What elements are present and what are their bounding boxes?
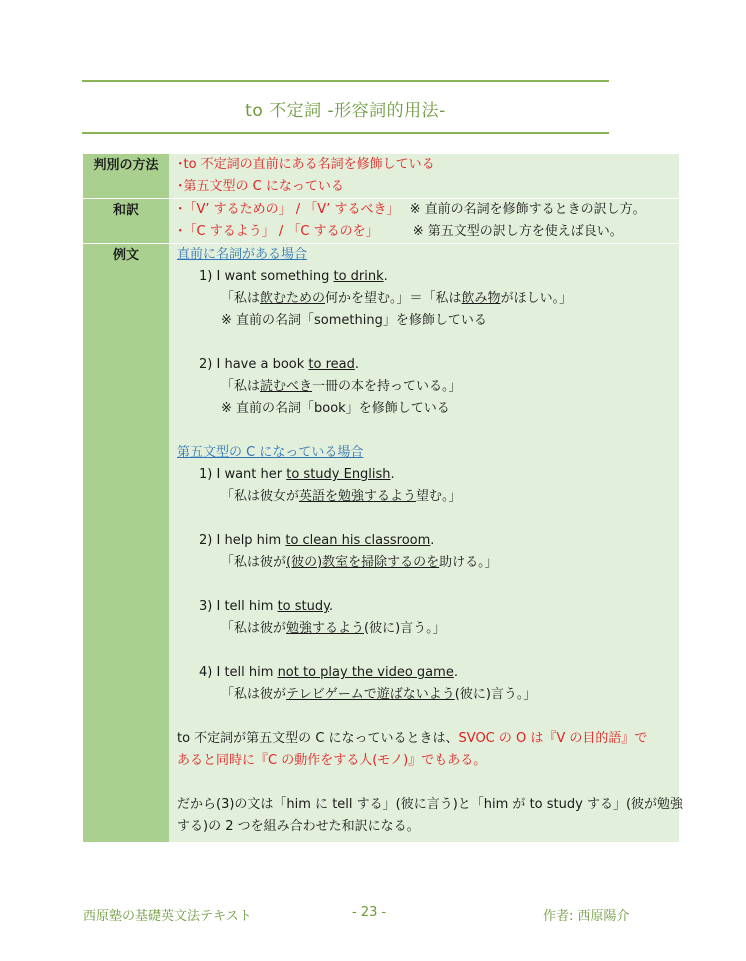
example-2-note: ※ 直前の名詞「book」を修飾している (221, 401, 450, 416)
example-period: . (354, 357, 360, 372)
example-infinitive: not to play the video game (277, 665, 454, 680)
example-ja-text: 「私は彼が (221, 621, 287, 636)
example-2-en (177, 354, 679, 376)
example-num: 3) (199, 599, 213, 614)
spacer (177, 706, 679, 728)
footer-author: 作者: 西原陽介 (543, 909, 630, 924)
example-ja-underline: テレビゲームで遊ばないよう (286, 687, 455, 702)
example-infinitive: to read (308, 357, 355, 372)
page-title: to 不定詞 -形容詞的用法- (245, 101, 446, 121)
example-ja-underline: 飲み物 (461, 291, 501, 306)
grammar-table (83, 154, 684, 842)
spacer (177, 508, 679, 530)
spacer (177, 640, 679, 662)
method-line-1: ･to 不定詞の直前にある名詞を修飾している (177, 157, 435, 172)
example-ja-text: (彼に)言う。」 (364, 621, 446, 636)
example-text: I want something (216, 269, 334, 284)
example-text: I tell him (216, 665, 278, 680)
example-ja-underline: 勉強するよう (286, 621, 365, 636)
example-text: I help him (216, 533, 286, 548)
example-5-ja (177, 618, 679, 640)
method-body (169, 154, 679, 199)
example-1-ja (177, 288, 679, 310)
spacer (177, 420, 679, 442)
example-ja-text: 助ける。」 (439, 555, 498, 570)
title-rule (82, 132, 609, 134)
translation-line-2-note: ※ 第五文型の訳し方を使えば良い。 (412, 224, 623, 239)
example-period: . (328, 599, 334, 614)
example-num: 4) (199, 665, 213, 680)
example-num: 2) (199, 533, 213, 548)
example-1-note: ※ 直前の名詞「something」を修飾している (221, 313, 487, 328)
example-num: 1) (199, 269, 213, 284)
example-text: I tell him (216, 599, 278, 614)
examples-label: 例文 (83, 244, 169, 843)
example-text: I want her (216, 467, 287, 482)
example-ja-text: 「私は彼が (221, 687, 287, 702)
summary-highlight: SVOC の O は『V の目的語』で (458, 731, 648, 746)
example-1-en (177, 266, 679, 288)
example-6-ja (177, 684, 679, 706)
translation-line-1-note: ※ 直前の名詞を修飾するときの訳し方。 (409, 202, 646, 217)
example-2-ja (177, 376, 679, 398)
translation-row (83, 199, 679, 244)
example-ja-text: 「私は彼が (221, 555, 287, 570)
example-num: 1) (199, 467, 213, 482)
example-5-en (177, 596, 679, 618)
footer-left: 西原塾の基礎英文法テキスト (83, 909, 252, 924)
example-period: . (453, 665, 458, 680)
example-period: . (430, 533, 435, 548)
spacer (177, 574, 679, 596)
method-line-2: ･第五文型の C になっている (177, 179, 344, 194)
example-ja-text: がほしい。」 (500, 291, 573, 306)
examples-body (169, 244, 684, 843)
example-ja-text: 「私は (221, 291, 261, 306)
translation-line-1-phrase: ･「V’ するための」 / 「V’ するべき」 (177, 202, 400, 217)
translation-label: 和訳 (83, 199, 169, 244)
example-infinitive: to drink (333, 269, 384, 284)
section-title-svoc: 第五文型の C になっている場合 (177, 445, 364, 460)
example-6-en (177, 662, 679, 684)
example-ja-text: 「私は (221, 379, 261, 394)
example-text: I have a book (216, 357, 309, 372)
top-rule (82, 80, 609, 82)
example-ja-underline: (彼の)教室を掃除するのを (286, 555, 440, 570)
example-ja-text: 何かを望む。」＝「私は (325, 291, 462, 306)
example-infinitive: to study English (286, 467, 391, 482)
example-ja-underline: 英語を勉強するよう (299, 489, 417, 504)
spacer (177, 332, 679, 354)
summary-text: to 不定詞が第五文型の C になっているときは、 (177, 731, 459, 746)
example-3-ja (177, 486, 679, 508)
example-ja-text: 「私は彼女が (221, 489, 300, 504)
example-4-en (177, 530, 679, 552)
examples-row (83, 244, 679, 843)
example-ja-underline: 読むべき (260, 379, 313, 394)
example-4-ja (177, 552, 679, 574)
summary-line-3: だから(3)の文は「him に tell する」(彼に言う)と「him が to study する」(彼が勉強 (177, 797, 684, 812)
translation-line-1 (177, 199, 679, 221)
example-period: . (390, 467, 395, 482)
method-row (83, 154, 679, 199)
section-title-noun: 直前に名詞がある場合 (177, 247, 308, 262)
example-ja-underline: 飲むための (260, 291, 326, 306)
example-num: 2) (199, 357, 213, 372)
method-label: 判別の方法 (83, 154, 169, 199)
summary-line-1 (177, 728, 679, 750)
example-infinitive: to study (277, 599, 329, 614)
example-ja-text: 一冊の本を持っている。」 (312, 379, 462, 394)
spacer (177, 772, 679, 794)
example-infinitive: to clean his classroom (285, 533, 431, 548)
summary-line-4: する)の 2 つを組み合わせた和訳になる。 (177, 819, 420, 834)
translation-body (169, 199, 679, 244)
example-ja-text: 望む。」 (416, 489, 462, 504)
translation-line-2 (177, 221, 679, 243)
summary-line-2: あると同時に『C の動作をする人(モノ)』でもある。 (177, 753, 487, 768)
translation-line-2-phrase: ･「C するよう」 / 「C するのを」 (177, 224, 379, 239)
example-period: . (383, 269, 388, 284)
example-ja-text: (彼に)言う。」 (454, 687, 537, 702)
example-3-en (177, 464, 679, 486)
footer-page-number: - 23 - (352, 905, 387, 920)
